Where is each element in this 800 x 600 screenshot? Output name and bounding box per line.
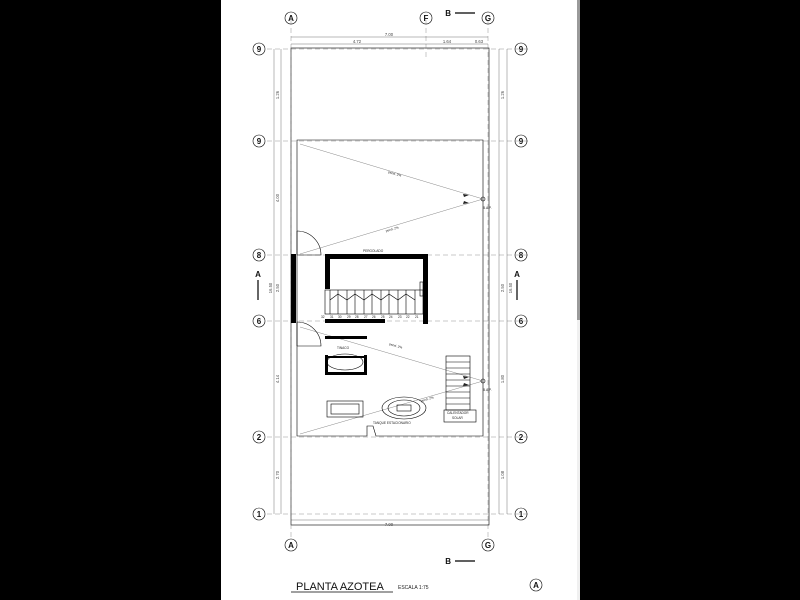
- axis-label-bottom-a: A: [288, 541, 294, 550]
- step-29: 29: [347, 315, 351, 319]
- dim-right-3: 1.80: [500, 374, 505, 384]
- dim-left-2: 4.00: [275, 193, 280, 203]
- step-21: 21: [415, 315, 419, 319]
- label-pergolado: PERGOLADO: [363, 249, 384, 253]
- axis-label-top-g: G: [484, 14, 492, 23]
- dim-left-total: 16.50: [268, 282, 273, 294]
- roof-plan-drawing: [221, 0, 577, 600]
- drawing-title: PLANTA AZOTEA: [296, 581, 384, 593]
- slope-label-2: pend. 2%: [385, 225, 400, 233]
- bap-label-upper: B.A.P.: [483, 206, 492, 210]
- door-swings: [297, 231, 321, 346]
- axis-label-left-1: 1: [256, 510, 262, 519]
- axis-label-left-9: 9: [256, 137, 262, 146]
- slope-label-1: pend. 2%: [387, 170, 402, 178]
- corner-axis-label: A: [533, 581, 539, 590]
- axis-label-right-9: 9: [518, 137, 524, 146]
- dim-bottom-total: 7.00: [384, 522, 394, 527]
- scrollbar-thumb[interactable]: [577, 0, 580, 320]
- axis-label-right-1: 1: [518, 510, 524, 519]
- axis-label-top-f: F: [423, 14, 429, 23]
- axis-label-left-6: 6: [256, 317, 262, 326]
- step-25: 25: [381, 315, 385, 319]
- dim-left-3: 2.50: [275, 283, 280, 293]
- axis-label-top-a: A: [288, 14, 294, 23]
- section-b-label-bottom: B: [445, 557, 451, 566]
- dim-left-5: 2.70: [275, 470, 280, 480]
- step-numbers: [321, 315, 419, 319]
- section-b-label-top: B: [445, 9, 451, 18]
- dim-right-4: 1.08: [500, 470, 505, 480]
- step-27: 27: [364, 315, 368, 319]
- step-22: 22: [406, 315, 410, 319]
- dim-right-total: 16.50: [508, 282, 513, 294]
- dim-left-1: 1.26: [275, 90, 280, 100]
- slope-label-3: pend. 2%: [388, 342, 403, 350]
- property-boundary: [291, 48, 489, 525]
- axis-label-right-8: 8: [518, 251, 524, 260]
- label-solar: SOLAR: [452, 416, 463, 420]
- vertical-scrollbar[interactable]: [577, 0, 580, 600]
- dim-top-total: 7.00: [384, 32, 394, 37]
- stair-steps: [325, 282, 423, 314]
- step-26: 26: [372, 315, 376, 319]
- dim-right-2: 2.50: [500, 283, 505, 293]
- axis-bubbles: [253, 12, 542, 591]
- step-23: 23: [398, 315, 402, 319]
- axis-label-right-6: 6: [518, 317, 524, 326]
- section-a-label-left: A: [255, 270, 261, 279]
- axis-gridlines: [267, 20, 531, 540]
- step-24: 24: [389, 315, 393, 319]
- slope-label-4: pend. 2%: [420, 395, 435, 403]
- label-tinaco: TINACO: [337, 346, 350, 350]
- label-tanque-estacionario: TANQUE ESTACIONARIO: [373, 421, 411, 425]
- dimension-lines: [274, 37, 507, 520]
- roof-slab-outline: [297, 140, 483, 436]
- dim-top-3: 0.63: [474, 39, 484, 44]
- step-32: 32: [321, 315, 325, 319]
- dim-top-2: 1.64: [442, 39, 452, 44]
- step-30: 30: [338, 315, 342, 319]
- dim-right-1: 1.26: [500, 90, 505, 100]
- drawing-scale: ESCALA 1:75: [398, 585, 429, 591]
- drawing-sheet: [221, 0, 577, 600]
- dim-top-1: 4.72: [352, 39, 362, 44]
- axis-label-bottom-g: G: [484, 541, 492, 550]
- step-31: 31: [330, 315, 334, 319]
- axis-label-right-2: 2: [518, 433, 524, 442]
- axis-label-left-8: 8: [256, 251, 262, 260]
- axis-label-left-9-upper: 9: [256, 45, 262, 54]
- axis-label-right-9-upper: 9: [518, 45, 524, 54]
- stationary-tank: [327, 397, 426, 419]
- label-calentador: CALENTADOR: [447, 411, 469, 415]
- dim-left-4: 4.14: [275, 374, 280, 384]
- step-28: 28: [355, 315, 359, 319]
- axis-label-left-2: 2: [256, 433, 262, 442]
- bap-label-lower: B.A.P.: [483, 388, 492, 392]
- section-a-label-right: A: [514, 270, 520, 279]
